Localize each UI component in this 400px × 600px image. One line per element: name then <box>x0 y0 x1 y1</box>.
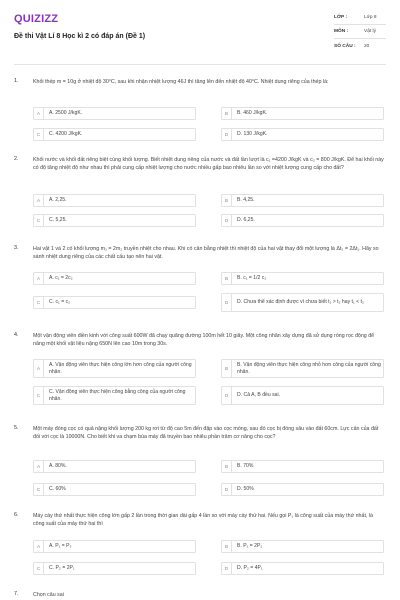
question-text: Hai vật 1 và 2 có khối lượng m₁ = 2m₂ truyền nhiệt cho nhau. Khi có cân bằng nhiệt thì nhiệt độ của hai vật thay đổi một lượng là Δt₂ = 2Δt₁. Hãy so sánh nhiệt dung riêng của các chất cấu tạo nên hai vật. <box>33 246 379 261</box>
meta-value: 20 <box>364 43 370 49</box>
option-text: D. P₂ = 4P₁ <box>237 565 263 572</box>
question-number: 7. <box>14 591 19 597</box>
option-text: C. P₂ = 2P₁ <box>49 565 75 572</box>
option-d[interactable] <box>221 214 384 227</box>
option-text: C. Vận động viên thực hiện công bằng công của người công nhân. <box>49 388 186 402</box>
option-letter: C <box>34 484 44 495</box>
option-b[interactable] <box>221 359 384 378</box>
option-c[interactable] <box>33 562 196 575</box>
option-text: B. c₁ = 1/2 c₂ <box>237 275 267 282</box>
meta-key: LỚP : <box>334 15 348 20</box>
option-c[interactable] <box>33 296 196 309</box>
option-d[interactable] <box>221 562 384 575</box>
option-letter: D <box>222 129 232 140</box>
option-letter: B <box>222 195 232 206</box>
option-letter: A <box>34 360 44 377</box>
option-letter: D <box>222 484 232 495</box>
option-letter: A <box>34 108 44 119</box>
option-b[interactable] <box>221 460 384 473</box>
option-text: A. 2500 J/kgK. <box>49 110 83 117</box>
meta-value: Vật lý <box>364 29 376 34</box>
option-letter: D <box>222 387 232 404</box>
question-number: 1. <box>14 78 19 84</box>
meta-key: MÔN : <box>334 29 349 34</box>
option-d[interactable] <box>221 128 384 141</box>
option-letter: A <box>34 273 44 284</box>
option-c[interactable] <box>33 214 196 227</box>
option-letter: C <box>34 129 44 140</box>
question-text: Một vận động viên điền kinh với công suất 600W đã chạy quãng đường 100m hết 10 giây. Một công nhân xây dựng đã sử dụng ròng rọc động để nâng một khối vật liệu nặng 650N lên cao 10m trong 30s. <box>33 333 375 348</box>
option-text: B. Vận động viên thực hiện công nhỏ hơn công của người công nhân. <box>237 361 381 375</box>
question-2 <box>14 156 386 236</box>
question-text: Chọn câu sai <box>33 592 64 598</box>
option-letter: D <box>222 294 232 311</box>
option-a[interactable] <box>33 194 196 207</box>
option-text: A. P₁ = P₂ <box>49 543 72 550</box>
question-7 <box>14 591 386 600</box>
option-text: C. c₁ = c₂ <box>49 299 71 306</box>
option-a[interactable] <box>33 359 196 378</box>
option-a[interactable] <box>33 272 196 285</box>
option-text: B. 4,25. <box>237 197 255 204</box>
option-letter: C <box>34 297 44 308</box>
quizizz-logo: QUIZIZZ <box>14 13 59 25</box>
question-4 <box>14 332 386 418</box>
question-number: 3. <box>14 245 19 251</box>
option-letter: C <box>34 563 44 574</box>
option-text: D. Chưa thể xác định được vì chưa biết t₁ > t₂ hay t₁ < t₂ <box>237 299 364 306</box>
meta-row-class <box>334 11 386 25</box>
option-b[interactable] <box>221 272 384 285</box>
option-text: B. 70% <box>237 463 254 470</box>
option-c[interactable] <box>33 483 196 496</box>
option-letter: A <box>34 195 44 206</box>
option-text: D. 130 J/kgK. <box>237 131 268 138</box>
option-d[interactable] <box>221 386 384 405</box>
meta-value: Lớp 8 <box>364 15 377 20</box>
option-letter: B <box>222 461 232 472</box>
question-text: Khối thép m = 10g ở nhiệt độ 30°C, sau khi nhận nhiệt lượng 46J thì tăng lên đến nhiệt độ 40°C. Nhiệt dung riêng của thép là: <box>33 79 329 85</box>
option-letter: B <box>222 108 232 119</box>
option-a[interactable] <box>33 107 196 120</box>
question-text: Máy cày thứ nhất thực hiện công lớn gấp 2 lần trong thời gian dài gấp 4 lần so với máy cày thứ hai. Nếu gọi P₁ là công suất của máy thứ nhất, là công suất của máy thứ hai thì <box>33 513 373 528</box>
page-header <box>14 9 386 65</box>
option-text: C. 5,25. <box>49 217 67 224</box>
meta-row-count <box>334 39 386 53</box>
option-text: A. 2,25. <box>49 197 67 204</box>
option-letter: B <box>222 360 232 377</box>
meta-row-subject <box>334 25 386 39</box>
option-text: C. 60% <box>49 486 66 493</box>
question-number: 6. <box>14 512 19 518</box>
option-c[interactable] <box>33 128 196 141</box>
option-c[interactable] <box>33 386 196 405</box>
meta-box <box>334 11 386 53</box>
option-a[interactable] <box>33 540 196 553</box>
option-letter: D <box>222 215 232 226</box>
option-b[interactable] <box>221 540 384 553</box>
option-letter: B <box>222 541 232 552</box>
option-letter: A <box>34 541 44 552</box>
option-b[interactable] <box>221 194 384 207</box>
option-b[interactable] <box>221 107 384 120</box>
question-number: 5. <box>14 425 19 431</box>
option-letter: D <box>222 563 232 574</box>
option-text: A. 80%. <box>49 463 67 470</box>
option-text: B. 460 J/kgK. <box>237 110 268 117</box>
question-1 <box>14 78 386 148</box>
option-text: B. P₁ = 2P₂ <box>237 543 263 550</box>
option-text: A. c₁ = 2c₂ <box>49 275 73 282</box>
question-number: 2. <box>14 156 19 162</box>
question-5 <box>14 425 386 503</box>
question-text: Khối nước và khối đất riêng biệt cùng khối lượng. Biết nhiệt dung riêng của nước và đất lần lượt là c₁ =4200 J/kgK và c₂ = 800 J/kgK. Để hai khối này có độ tăng nhiệt độ như nhau thì phải cung cấp nhiệt lượng cho nước nhiều gấp bao nhiêu lần so với nhiệt lượng cung cấp cho đất? <box>33 157 384 172</box>
option-letter: C <box>34 215 44 226</box>
option-a[interactable] <box>33 460 196 473</box>
option-letter: C <box>34 387 44 404</box>
option-text: D. Cả A, B đều sai. <box>237 392 281 399</box>
option-letter: B <box>222 273 232 284</box>
question-number: 4. <box>14 332 19 338</box>
option-text: C. 4200 J/kgK. <box>49 131 83 138</box>
option-d[interactable] <box>221 483 384 496</box>
option-text: D. 6,25. <box>237 217 255 224</box>
option-text: D. 50% <box>237 486 254 493</box>
option-letter: A <box>34 461 44 472</box>
meta-key: SỐ CÂU : <box>334 43 356 49</box>
page-title: Đề thi Vật Lí 8 Học kì 2 có đáp án (Đề 1) <box>14 33 146 40</box>
question-text: Một máy đóng cọc có quả nặng khối lượng 200 kg rơi từ độ cao 5m đến đập vào cọc móng, sau đó cọc bị đóng sâu vào đất 60cm. Lực cản của đất đối với cọc là 10000N. Cho biết khi va chạm búa máy đã truyền bao nhiêu phần trăm cơ năng cho cọc? <box>33 426 379 441</box>
question-3 <box>14 245 386 323</box>
option-text: A. Vận động viên thực hiện công lớn hơn công của người công nhân. <box>49 361 192 375</box>
option-d[interactable] <box>221 293 384 312</box>
question-6 <box>14 512 386 582</box>
